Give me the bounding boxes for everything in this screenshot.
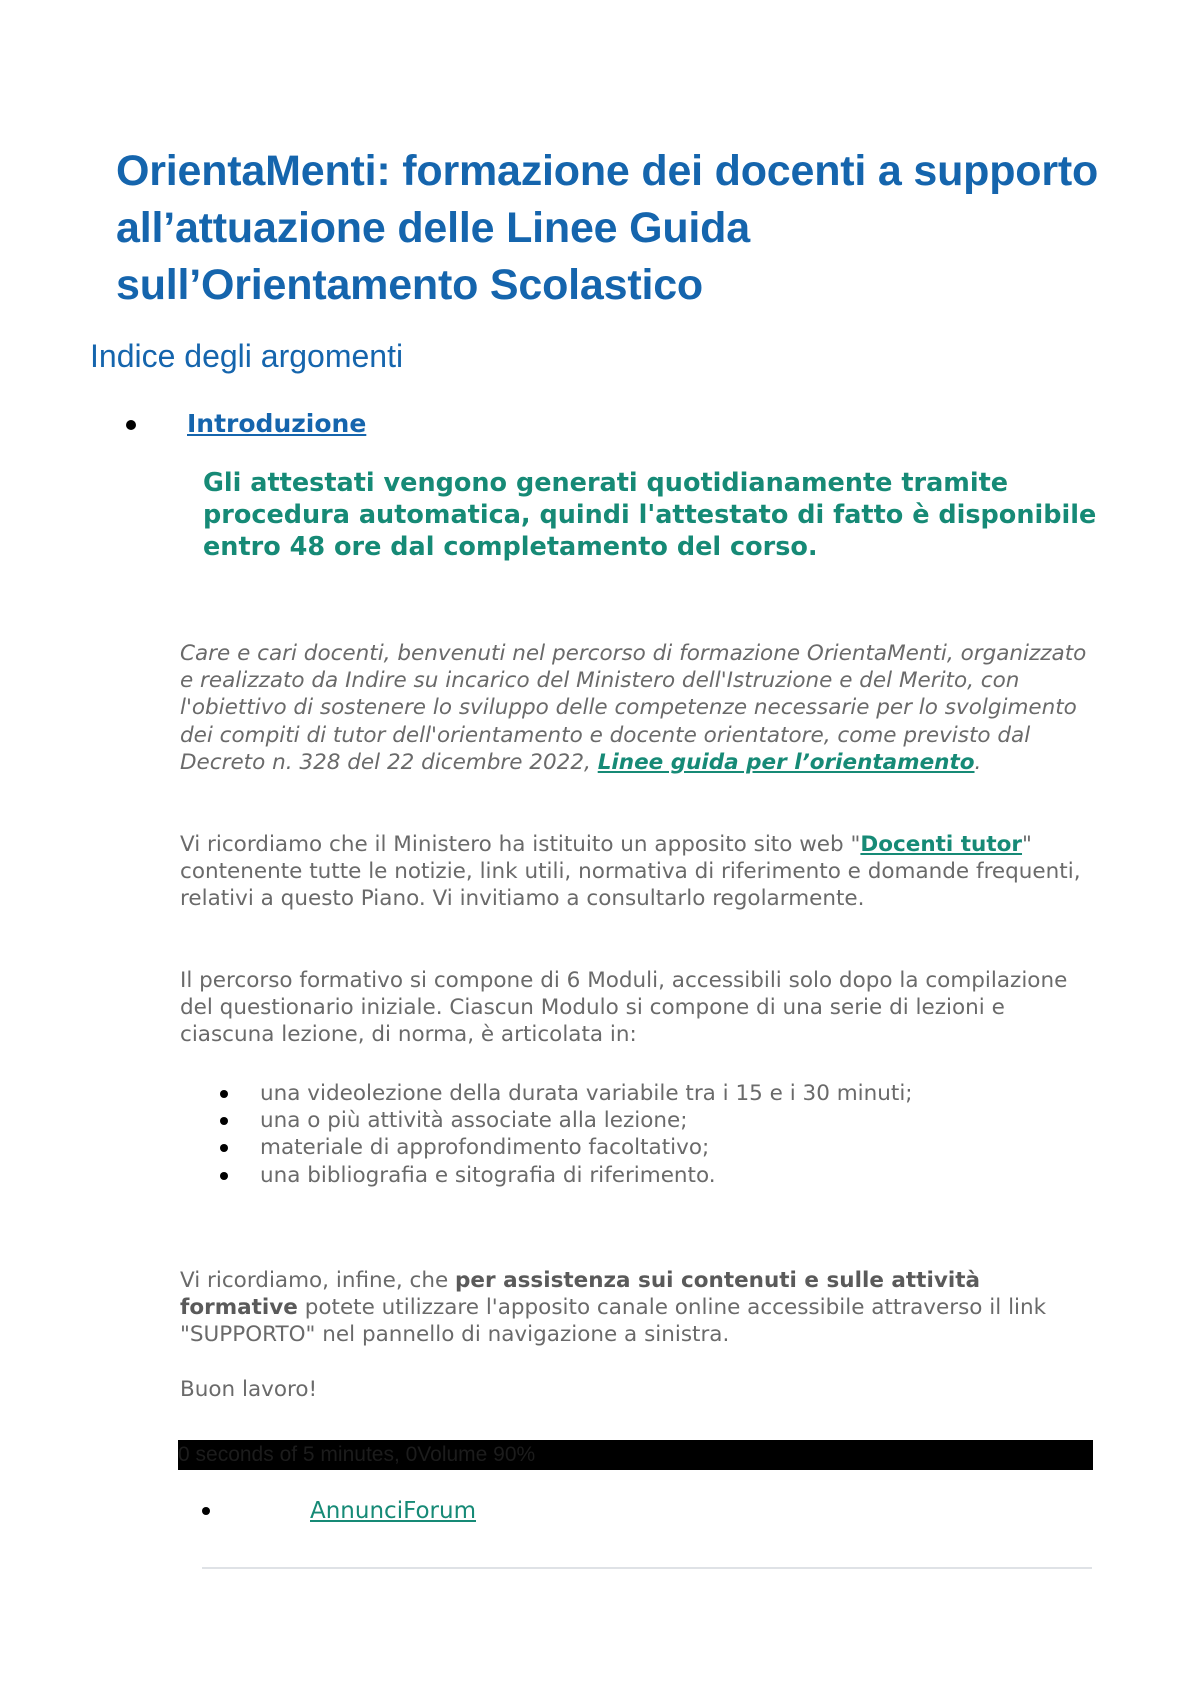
course-structure-paragraph: Il percorso formativo si compone di 6 Moduli, accessibili solo dopo la compilazione del questionario iniziale. Ciascun Modulo si compone di una serie di lezioni e ciascuna lezione, di norma, è articolata in: (180, 968, 1068, 1048)
closing-greeting: Buon lavoro! (180, 1377, 318, 1402)
annunci-forum-link[interactable]: AnnunciForum (310, 1498, 476, 1524)
list-item: una bibliografia e sitografia di riferimento. (180, 1162, 1080, 1189)
intro-paragraph (180, 640, 1090, 776)
list-item: materiale di approfondimento facoltativo; (180, 1134, 1080, 1161)
p4-after: potete utilizzare l'apposito canale online accessibile attraverso il link "SUPPORTO" nel pannello di navigazione a sinistra. (180, 1295, 1047, 1348)
bullet-icon (202, 1507, 210, 1515)
video-status-text: 0 seconds of 5 minutes, 0Volume 90% (178, 1443, 536, 1466)
docenti-tutor-link[interactable]: Docenti tutor (860, 832, 1023, 857)
intro-text: Care e cari docenti, benvenuti nel percorso di formazione OrientaMenti, organizzato e realizzato da Indire su incarico del Ministero dell'Istruzione e del Merito, con l'obiettivo di sostenere lo sviluppo delle competenze necessarie per lo svolgimento dei compiti di tutor dell'orientamento e docente orientatore, come previsto dal Decreto n. 328 del 22 dicembre 2022, (180, 641, 1087, 775)
bullet-icon (126, 420, 136, 430)
video-player-bar[interactable] (178, 1440, 1093, 1470)
toc-link-introduzione[interactable]: Introduzione (187, 409, 367, 438)
support-paragraph (180, 1267, 1090, 1349)
linee-guida-link[interactable]: Linee guida per l’orientamento (597, 749, 975, 775)
certificate-notice: Gli attestati vengono generati quotidianamente tramite procedura automatica, quindi l'attestato di fatto è disponibile entro 48 ore dal completamento del corso. (203, 468, 1097, 562)
lesson-components-list (180, 1080, 1080, 1189)
divider (202, 1567, 1092, 1569)
p4-bold: per assistenza sui contenuti e sulle attività formative (180, 1268, 980, 1321)
page-title: OrientaMenti: formazione dei docenti a supporto all’attuazione delle Linee Guida sull’Orientamento Scolastico (116, 147, 1099, 309)
p2-after: " contenente tutte le notizie, link utili, normativa di riferimento e domande frequenti, relativi a questo Piano. Vi invitiamo a consultarlo regolarmente. (180, 832, 1081, 912)
list-item: una videolezione della durata variabile tra i 15 e i 30 minuti; (180, 1080, 1080, 1107)
p2-before: Vi ricordiamo che il Ministero ha istituito un apposito sito web " (180, 832, 861, 857)
index-heading: Indice degli argomenti (90, 338, 404, 374)
p4-before: Vi ricordiamo, infine, che (180, 1268, 456, 1293)
docenti-tutor-paragraph (180, 831, 1090, 913)
list-item: una o più attività associate alla lezione; (180, 1107, 1080, 1134)
intro-end: . (974, 749, 982, 775)
